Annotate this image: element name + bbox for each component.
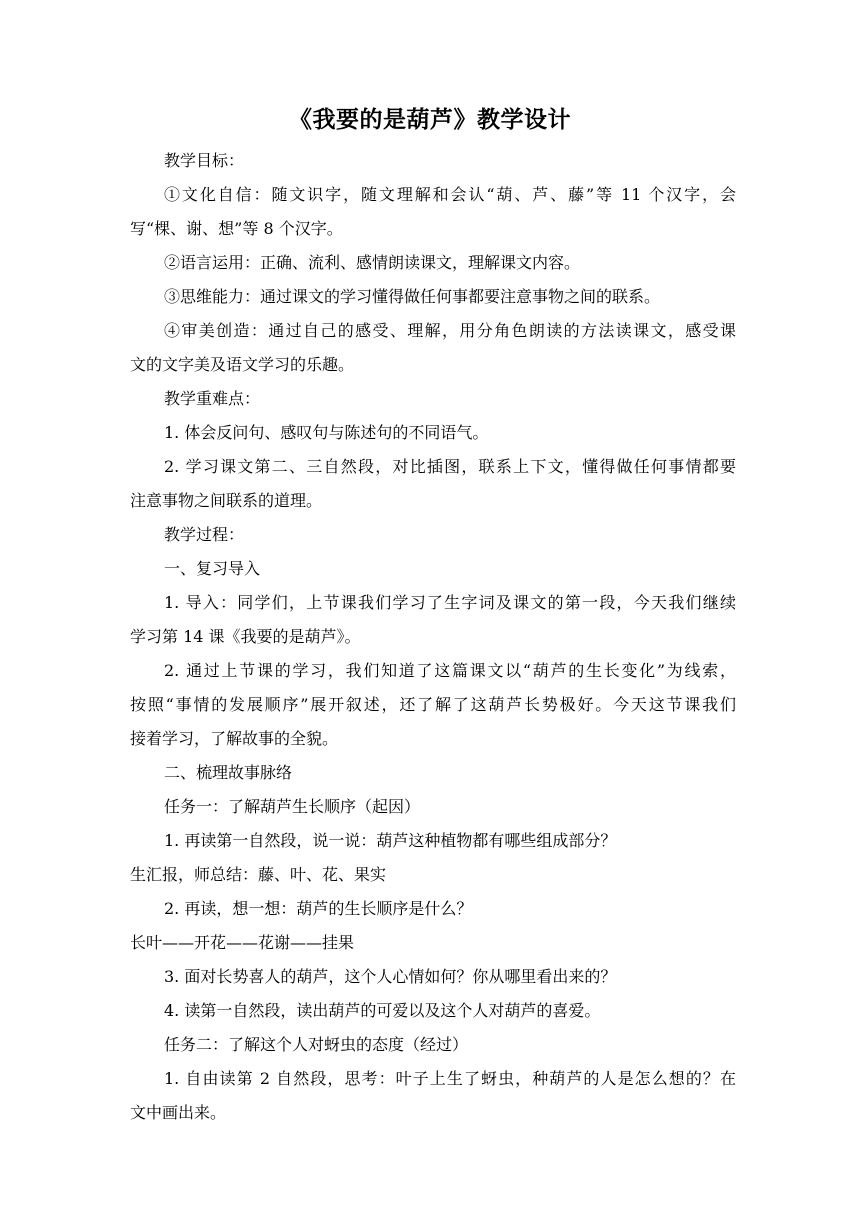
text-line: 1. 导入：同学们，上节课我们学习了生字词及课文的第一段，今天我们继续 bbox=[164, 593, 736, 612]
text-line: 3. 面对长势喜人的葫芦，这个人心情如何？你从哪里看出来的？ bbox=[164, 967, 617, 986]
text-line: ①文化自信：随文识字，随文理解和会认“葫、芦、藤”等 11 个汉字，会 bbox=[164, 185, 736, 204]
document-title: 《我要的是葫芦》教学设计 bbox=[289, 107, 571, 133]
paragraph bbox=[130, 382, 736, 416]
text-line: 按照“事情的发展顺序”展开叙述，还了解了这葫芦长势极好。今天这节课我们 bbox=[130, 695, 736, 714]
text-line: 一、复习导入 bbox=[164, 559, 261, 578]
text-line: ②语言运用：正确、流利、感情朗读课文，理解课文内容。 bbox=[164, 253, 581, 272]
text-line: ③思维能力：通过课文的学习懂得做任何事都要注意事物之间的联系。 bbox=[164, 287, 661, 306]
paragraph bbox=[130, 756, 736, 790]
text-line: 注意事物之间联系的道理。 bbox=[130, 491, 323, 510]
paragraph bbox=[130, 280, 736, 314]
text-line: 1. 再读第一自然段，说一说：葫芦这种植物都有哪些组成部分？ bbox=[164, 831, 617, 850]
paragraph bbox=[130, 416, 736, 450]
text-line: 学习第 14 课《我要的是葫芦》。 bbox=[130, 627, 361, 646]
text-line: 接着学习，了解故事的全貌。 bbox=[130, 729, 339, 748]
paragraph bbox=[130, 314, 736, 382]
text-line: 长叶——开花——花谢——挂果 bbox=[130, 933, 355, 952]
paragraph bbox=[130, 518, 736, 552]
paragraph bbox=[130, 824, 736, 858]
text-line: 文中画出来。 bbox=[130, 1103, 227, 1122]
text-line: 2. 学习课文第二、三自然段，对比插图，联系上下文，懂得做任何事情都要 bbox=[164, 457, 736, 476]
text-line: ④审美创造：通过自己的感受、理解，用分角色朗读的方法读课文，感受课 bbox=[164, 321, 736, 340]
text-line: 2. 通过上节课的学习，我们知道了这篇课文以“葫芦的生长变化”为线索， bbox=[164, 661, 736, 680]
paragraph bbox=[130, 246, 736, 280]
text-line: 任务二：了解这个人对蚜虫的态度（经过） bbox=[164, 1035, 469, 1054]
paragraph bbox=[130, 144, 736, 178]
paragraph bbox=[130, 790, 736, 824]
paragraph bbox=[130, 552, 736, 586]
text-line: 1. 体会反问句、感叹句与陈述句的不同语气。 bbox=[164, 423, 489, 442]
paragraph bbox=[130, 586, 736, 654]
paragraph bbox=[130, 892, 736, 926]
text-line: 教学过程： bbox=[164, 525, 245, 544]
paragraph bbox=[130, 1028, 736, 1062]
paragraph bbox=[130, 178, 736, 246]
paragraph bbox=[130, 858, 736, 892]
paragraph bbox=[130, 960, 736, 994]
text-line: 生汇报，师总结：藤、叶、花、果实 bbox=[130, 865, 387, 884]
text-line: 文的文字美及语文学习的乐趣。 bbox=[130, 355, 355, 374]
paragraph bbox=[130, 926, 736, 960]
text-line: 2. 再读，想一想：葫芦的生长顺序是什么？ bbox=[164, 899, 473, 918]
paragraph bbox=[130, 450, 736, 518]
text-line: 任务一：了解葫芦生长顺序（起因） bbox=[164, 797, 421, 816]
text-line: 写“棵、谢、想”等 8 个汉字。 bbox=[130, 219, 343, 238]
text-line: 教学目标： bbox=[164, 151, 245, 170]
text-line: 教学重难点： bbox=[164, 389, 261, 408]
paragraph bbox=[130, 994, 736, 1028]
text-line: 1. 自由读第 2 自然段，思考：叶子上生了蚜虫，种葫芦的人是怎么想的？在 bbox=[164, 1069, 736, 1088]
text-line: 二、梳理故事脉络 bbox=[164, 763, 293, 782]
text-line: 4. 读第一自然段，读出葫芦的可爱以及这个人对葫芦的喜爱。 bbox=[164, 1001, 601, 1020]
paragraph bbox=[130, 1062, 736, 1130]
paragraph bbox=[130, 654, 736, 756]
document-body bbox=[130, 144, 736, 1130]
